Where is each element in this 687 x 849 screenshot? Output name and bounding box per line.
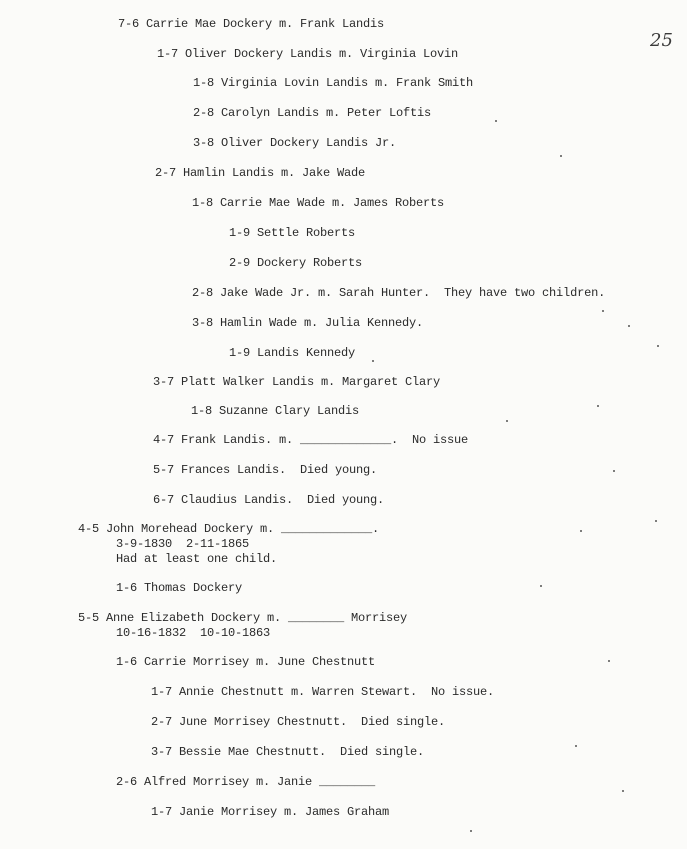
scan-speck bbox=[506, 420, 508, 422]
entry-line: 2-7 Hamlin Landis m. Jake Wade bbox=[155, 166, 366, 180]
entry-line: 6-7 Claudius Landis. Died young. bbox=[153, 493, 385, 507]
entry-line: 2-8 Carolyn Landis m. Peter Loftis bbox=[193, 106, 432, 120]
scan-speck bbox=[655, 520, 657, 522]
entry-line: 10-16-1832 10-10-1863 bbox=[116, 626, 271, 640]
entry-line: 5-7 Frances Landis. Died young. bbox=[153, 463, 378, 477]
entry-line: 1-9 Landis Kennedy bbox=[229, 346, 356, 360]
entry-line: 1-8 Carrie Mae Wade m. James Roberts bbox=[192, 196, 445, 210]
entry-line: 2-9 Dockery Roberts bbox=[229, 256, 363, 270]
entry-line: 3-8 Oliver Dockery Landis Jr. bbox=[193, 136, 397, 150]
entry-line: 7-6 Carrie Mae Dockery m. Frank Landis bbox=[118, 17, 385, 31]
scan-speck bbox=[602, 310, 604, 312]
scan-speck bbox=[560, 155, 562, 157]
scan-speck bbox=[608, 660, 610, 662]
entry-line: 1-6 Carrie Morrisey m. June Chestnutt bbox=[116, 655, 376, 669]
entry-line: 1-7 Janie Morrisey m. James Graham bbox=[151, 805, 390, 819]
entry-line: 1-8 Virginia Lovin Landis m. Frank Smith bbox=[193, 76, 474, 90]
entry-line: 2-7 June Morrisey Chestnutt. Died single. bbox=[151, 715, 446, 729]
entry-line: 3-9-1830 2-11-1865 bbox=[116, 537, 250, 551]
entry-line: 4-7 Frank Landis. m. _____________. No issue bbox=[153, 433, 469, 447]
scan-speck bbox=[613, 470, 615, 472]
scan-speck bbox=[372, 360, 374, 362]
entry-line: 3-7 Platt Walker Landis m. Margaret Clary bbox=[153, 375, 441, 389]
entry-line: 3-8 Hamlin Wade m. Julia Kennedy. bbox=[192, 316, 424, 330]
scan-speck bbox=[470, 830, 472, 832]
entry-line: 2-8 Jake Wade Jr. m. Sarah Hunter. They have two children. bbox=[192, 286, 606, 300]
entry-line: 1-8 Suzanne Clary Landis bbox=[191, 404, 360, 418]
scan-speck bbox=[495, 120, 497, 122]
entry-line: Had at least one child. bbox=[116, 552, 278, 566]
scan-speck bbox=[628, 325, 630, 327]
entry-line: 1-7 Oliver Dockery Landis m. Virginia Lovin bbox=[157, 47, 459, 61]
entry-line: 1-9 Settle Roberts bbox=[229, 226, 356, 240]
scan-speck bbox=[580, 530, 582, 532]
entry-line: 5-5 Anne Elizabeth Dockery m. ________ Morrisey bbox=[78, 611, 408, 625]
entry-line: 3-7 Bessie Mae Chestnutt. Died single. bbox=[151, 745, 425, 759]
entry-line: 1-6 Thomas Dockery bbox=[116, 581, 243, 595]
page-number: 25 bbox=[650, 30, 673, 51]
entry-line: 2-6 Alfred Morrisey m. Janie ________ bbox=[116, 775, 376, 789]
scan-speck bbox=[657, 345, 659, 347]
scan-speck bbox=[597, 405, 599, 407]
entry-line: 1-7 Annie Chestnutt m. Warren Stewart. No issue. bbox=[151, 685, 495, 699]
scan-speck bbox=[622, 790, 624, 792]
scan-speck bbox=[575, 745, 577, 747]
scan-speck bbox=[540, 585, 542, 587]
entry-line: 4-5 John Morehead Dockery m. _____________. bbox=[78, 522, 380, 536]
